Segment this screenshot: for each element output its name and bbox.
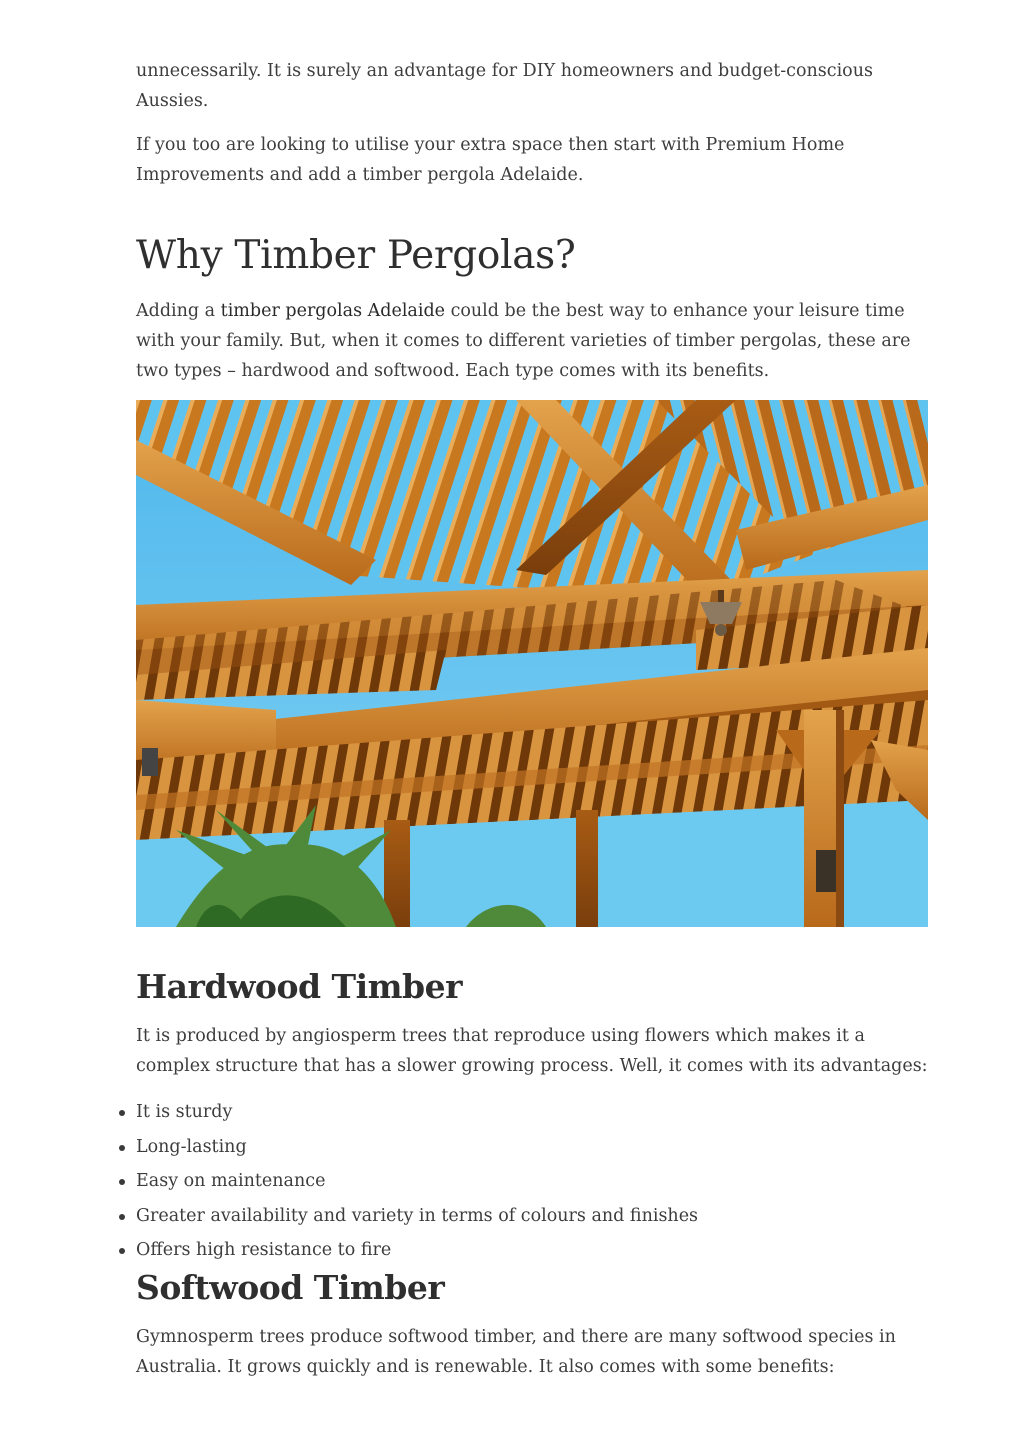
- paragraph-why-prefix: Adding a: [136, 301, 221, 321]
- paragraph-why-suffix: could be the best way to enhance your leisure time with your family. But, when it comes to different varieties of timber pergolas, these are two types – hardwood and softwood. Each type comes with its benefits.: [136, 301, 911, 381]
- timber-pergola-photo: [136, 400, 928, 927]
- hardwood-benefits-list: [136, 1095, 928, 1268]
- heading-hardwood-timber: Hardwood Timber: [136, 967, 462, 1006]
- paragraph-softwood: Gymnosperm trees produce softwood timber, and there are many softwood species in Australia. It grows quickly and is renewable. It also comes with some benefits:: [136, 1326, 896, 1377]
- list-item: Long-lasting: [136, 1130, 928, 1165]
- heading-why-timber-pergolas: Why Timber Pergolas?: [136, 233, 576, 278]
- timber-pergolas-adelaide-link[interactable]: timber pergolas Adelaide: [220, 301, 446, 321]
- paragraph-intro: If you too are looking to utilise your extra space then start with Premium Home Improvements and add a timber pergola Adelaide.: [136, 135, 845, 185]
- heading-softwood-timber: Softwood Timber: [136, 1267, 445, 1307]
- article-body: [136, 56, 928, 1382]
- list-item: Offers high resistance to fire: [136, 1233, 928, 1268]
- list-item: Greater availability and variety in terms of colours and finishes: [136, 1199, 928, 1234]
- paragraph-top: unnecessarily. It is surely an advantage for DIY homeowners and budget-conscious Aussies.: [136, 61, 873, 111]
- list-item: It is sturdy: [136, 1095, 928, 1130]
- list-item: Easy on maintenance: [136, 1164, 928, 1199]
- paragraph-why: [136, 296, 928, 386]
- paragraph-hardwood: It is produced by angiosperm trees that reproduce using flowers which makes it a complex structure that has a slower growing process. Well, it comes with its advantages:: [136, 1026, 928, 1076]
